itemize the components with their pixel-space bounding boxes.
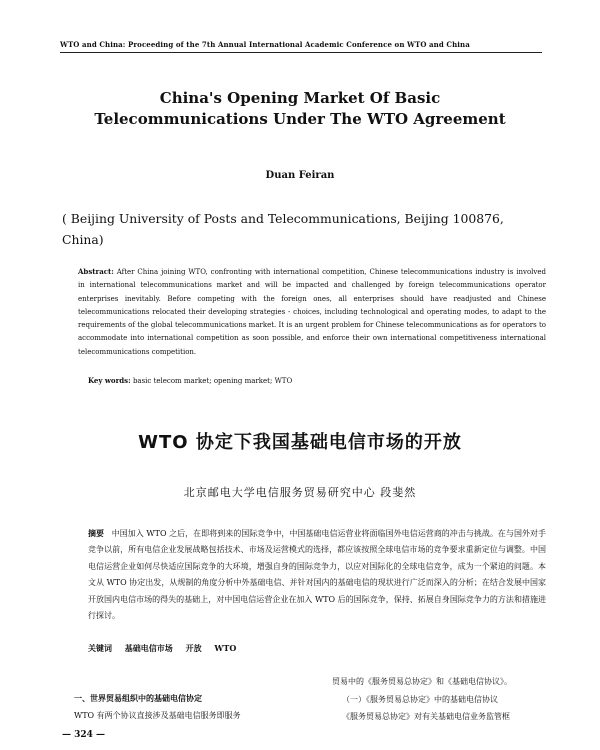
running-header: WTO and China: Proceeding of the 7th Annual International Academic Conference on WTO and China xyxy=(60,40,470,49)
keyword-item: WTO xyxy=(214,643,237,653)
body-column-right xyxy=(332,673,552,726)
affiliation-english: ( Beijing University of Posts and Telecommunications, Beijing 100876, China) xyxy=(62,211,504,247)
body-text-line: 《服务贸易总协定》对有关基础电信业务监管框 xyxy=(342,712,510,721)
abstract-text: After China joining WTO, confronting with international competition, Chinese telecommunications industry is involved in international telecommunications market and will be impacted and challenged by foreign telecommunications operator enterprises inevitably. Before competing with the foreign ones, all enterprises should have readjusted and Chinese telecommunications relocated their developing strategies - choices, including technological and operating modes, to adapt to the requirements of the global telecommunications market. It is an urgent problem for Chinese telecommunications as for operators to accommodate into international competition as soon possible, and enforce their own international competitiveness international telecommunications competition. xyxy=(78,268,546,356)
header-rule xyxy=(60,52,542,53)
section-heading: 一、世界贸易组织中的基础电信协定 xyxy=(74,693,202,703)
abstract-chinese xyxy=(88,525,546,624)
keyword-item: 基础电信市场 xyxy=(124,643,173,653)
paper-title-english: China's Opening Market Of Basic Telecommunications Under The WTO Agreement xyxy=(94,89,506,128)
body-column-left xyxy=(74,690,314,724)
keywords-label-chinese: 关键词 xyxy=(88,643,112,653)
abstract-text-chinese: 中国加入 WTO 之后，在即将到来的国际竞争中，中国基础电信运营业将面临国外电信运营商的冲击与挑战。在与国外对手竞争以前，所有电信企业发展战略包括技术、市场及运营模式的选择，都应该按照全球电信市场的竞争要求重新定位与调整。中国电信运营企业如何尽快适应国际竞争的大环境，增强自身的国际竞争力，以应对国际化的全球电信竞争，成为一个紧迫的问题。本文从 WTO 协定出发，从规制的角度分析中外基础电信、并针对国内的基础电信的现状进行广泛而深入的分析；在结合发展中国家开放国内电信市场的得失的基础上，对中国电信运营企业在加入 WTO 后的国际竞争，保持、拓展自身国际竞争力的方法和措施进行探讨。 xyxy=(88,529,547,621)
keywords-text: basic telecom market; opening market; WTO xyxy=(132,377,293,385)
abstract-english xyxy=(78,265,546,359)
subsection-heading: （一）《服务贸易总协定》中的基础电信协议 xyxy=(342,694,498,704)
page-number: — 324 — xyxy=(62,730,106,740)
keywords-chinese xyxy=(88,643,488,654)
keywords-label: Key words: xyxy=(88,376,131,385)
author-name-english: Duan Feiran xyxy=(265,170,335,181)
abstract-label: Abstract: xyxy=(78,267,114,276)
body-text-line: 贸易中的《服务贸易总协定》和《基础电信协议》。 xyxy=(332,677,512,686)
keyword-item: 开放 xyxy=(185,643,202,653)
author-affiliation-chinese: 北京邮电大学电信服务贸易研究中心 段斐然 xyxy=(183,486,417,499)
abstract-label-chinese: 摘要 xyxy=(88,528,105,538)
body-text-line: WTO 有两个协议直接涉及基础电信服务即服务 xyxy=(74,711,241,720)
keywords-english xyxy=(88,376,538,385)
paper-title-chinese: WTO 协定下我国基础电信市场的开放 xyxy=(138,432,462,453)
